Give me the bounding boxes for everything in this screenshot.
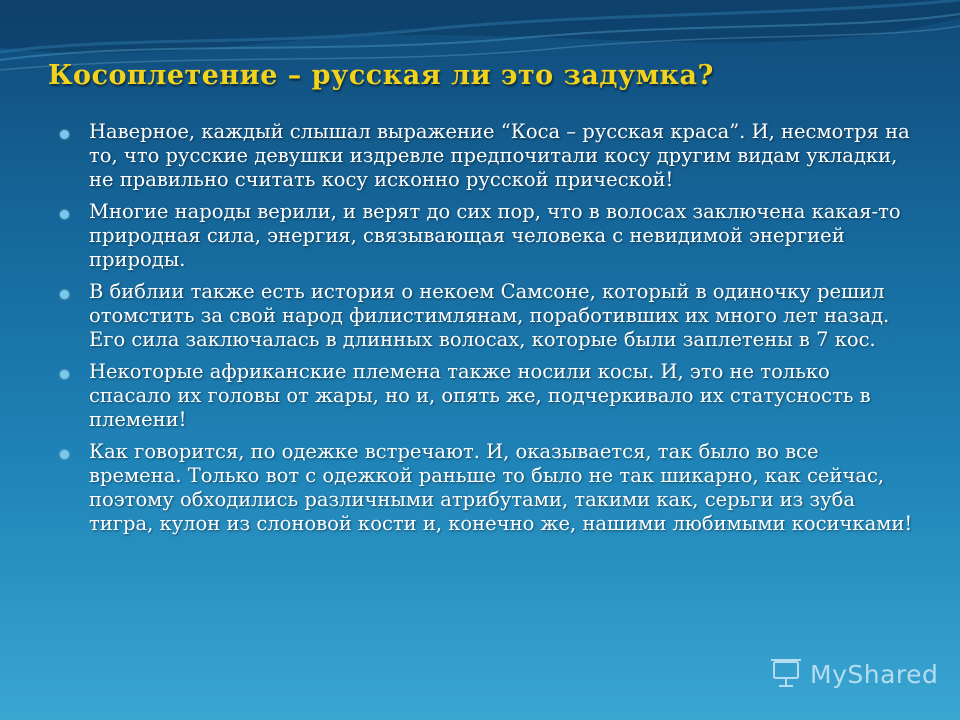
bullet-item [56, 120, 916, 192]
bullet-text: Наверное, каждый слышал выражение “Коса – русская краса”. И, несмотря на то, что русские девушки издревле предпочитали косу другим видам укладки, не правильно считать косу исконно русской прической! [89, 120, 910, 191]
bullet-marker [60, 210, 69, 219]
bullet-marker [60, 370, 69, 379]
watermark-logo [768, 654, 938, 694]
bullet-marker [60, 450, 69, 459]
watermark-text: MyShared [810, 659, 939, 689]
bullet-text: Некоторые африканские племена также носили косы. И, это не только спасало их головы от жары, но и, опять же, подчеркивало их статусность в племени! [89, 360, 871, 431]
bullet-list [56, 120, 916, 536]
slide-title: Косоплетение – русская ли это задумка? [48, 60, 714, 91]
bullet-item [56, 280, 916, 352]
bullet-item [56, 200, 916, 272]
bullet-text: Многие народы верили, и верят до сих пор, что в волосах заключена какая-то природная сила, энергия, связывающая человека с невидимой энергией природы. [89, 200, 901, 271]
bullet-item [56, 360, 916, 432]
bullet-text: В библии также есть история о некоем Самсоне, который в одиночку решил отомстить за свой народ филистимлянам, поработивших их много лет назад. Его сила заключалась в длинных волосах, которые были заплетены в 7 кос. [89, 280, 890, 351]
presentation-logo-icon [768, 656, 804, 692]
slide-body [56, 120, 916, 544]
bullet-text: Как говорится, по одежке встречают. И, оказывается, так было во все времена. Только вот с одежкой раньше то было не так шикарно, как сейчас, поэтому обходились различными атрибутами, такими как, серьги из зуба тигра, кулон из слоновой кости и, конечно же, нашими любимыми косичками! [89, 440, 913, 535]
bullet-item [56, 440, 916, 536]
bullet-marker [60, 130, 69, 139]
bullet-marker [60, 290, 69, 299]
